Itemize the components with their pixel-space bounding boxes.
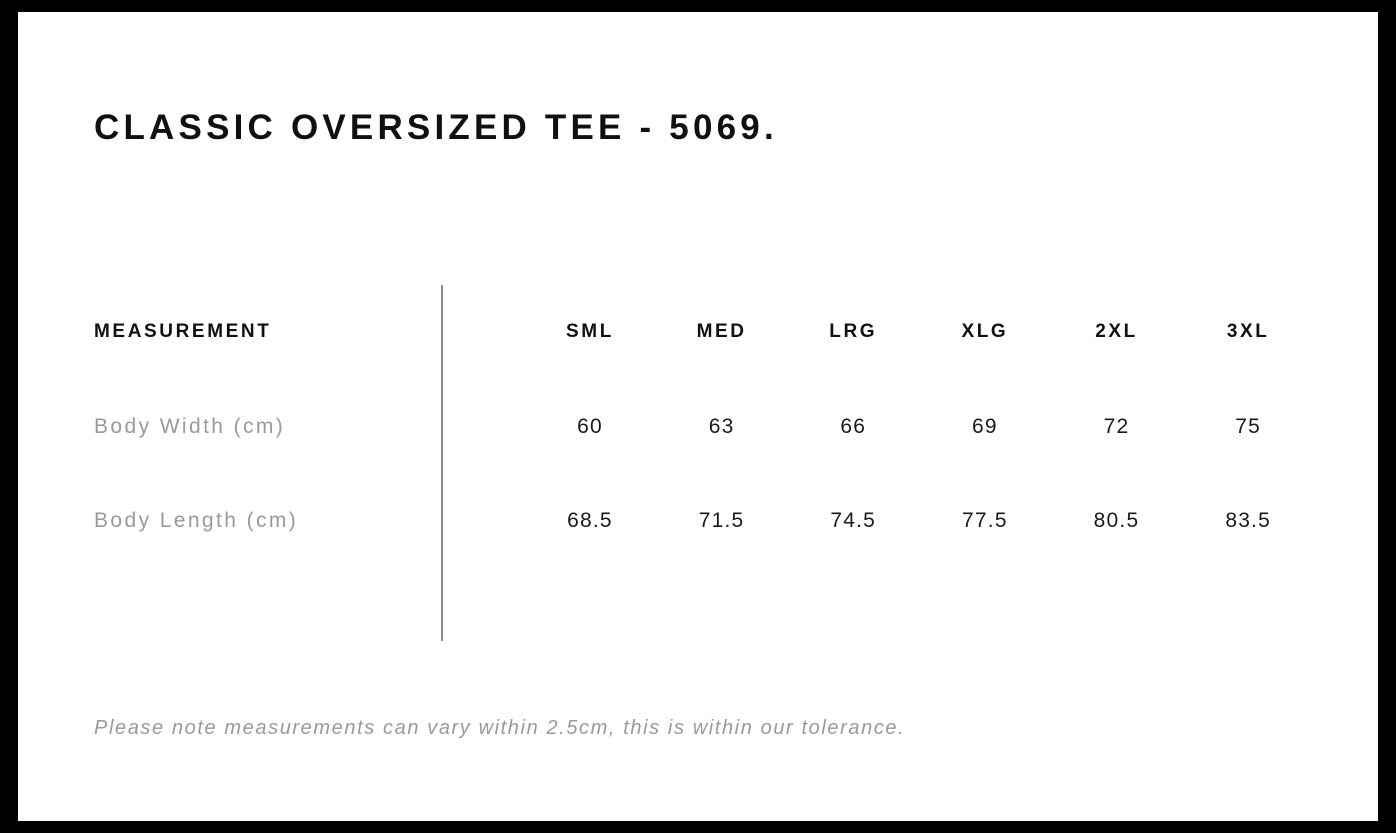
cell-body-width-lrg: 66: [840, 415, 867, 438]
column-header-measurement: MEASUREMENT: [94, 321, 272, 342]
table-row: [94, 474, 1314, 568]
page-title: CLASSIC OVERSIZED TEE - 5069.: [94, 108, 778, 147]
size-chart-table-container: [94, 284, 1314, 568]
cell-body-width-sml: 60: [577, 415, 603, 438]
tolerance-note: Please note measurements can vary within 2.5cm, this is within our tolerance.: [94, 717, 906, 739]
cell-body-width-3xl: 75: [1235, 415, 1262, 438]
column-header-2xl: 2XL: [1095, 321, 1138, 342]
cell-body-length-3xl: 83.5: [1225, 509, 1272, 532]
cell-body-length-med: 71.5: [698, 509, 745, 532]
row-label-body-length: Body Length (cm): [94, 509, 299, 532]
table-header-row: [94, 284, 1314, 380]
cell-body-width-xlg: 69: [972, 415, 998, 438]
cell-body-width-med: 63: [708, 415, 735, 438]
cell-body-length-lrg: 74.5: [830, 509, 877, 532]
cell-body-length-2xl: 80.5: [1093, 509, 1140, 532]
column-header-med: MED: [696, 321, 747, 342]
cell-body-length-xlg: 77.5: [962, 509, 1008, 532]
cell-body-length-sml: 68.5: [567, 509, 613, 532]
column-header-sml: SML: [566, 321, 614, 342]
size-chart-table: [94, 284, 1314, 568]
column-header-3xl: 3XL: [1226, 321, 1270, 342]
column-header-xlg: XLG: [961, 321, 1009, 342]
row-label-body-width: Body Width (cm): [94, 415, 286, 438]
column-header-lrg: LRG: [829, 321, 878, 342]
size-chart-page: [18, 12, 1378, 821]
cell-body-width-2xl: 72: [1103, 415, 1130, 438]
table-row: [94, 380, 1314, 474]
